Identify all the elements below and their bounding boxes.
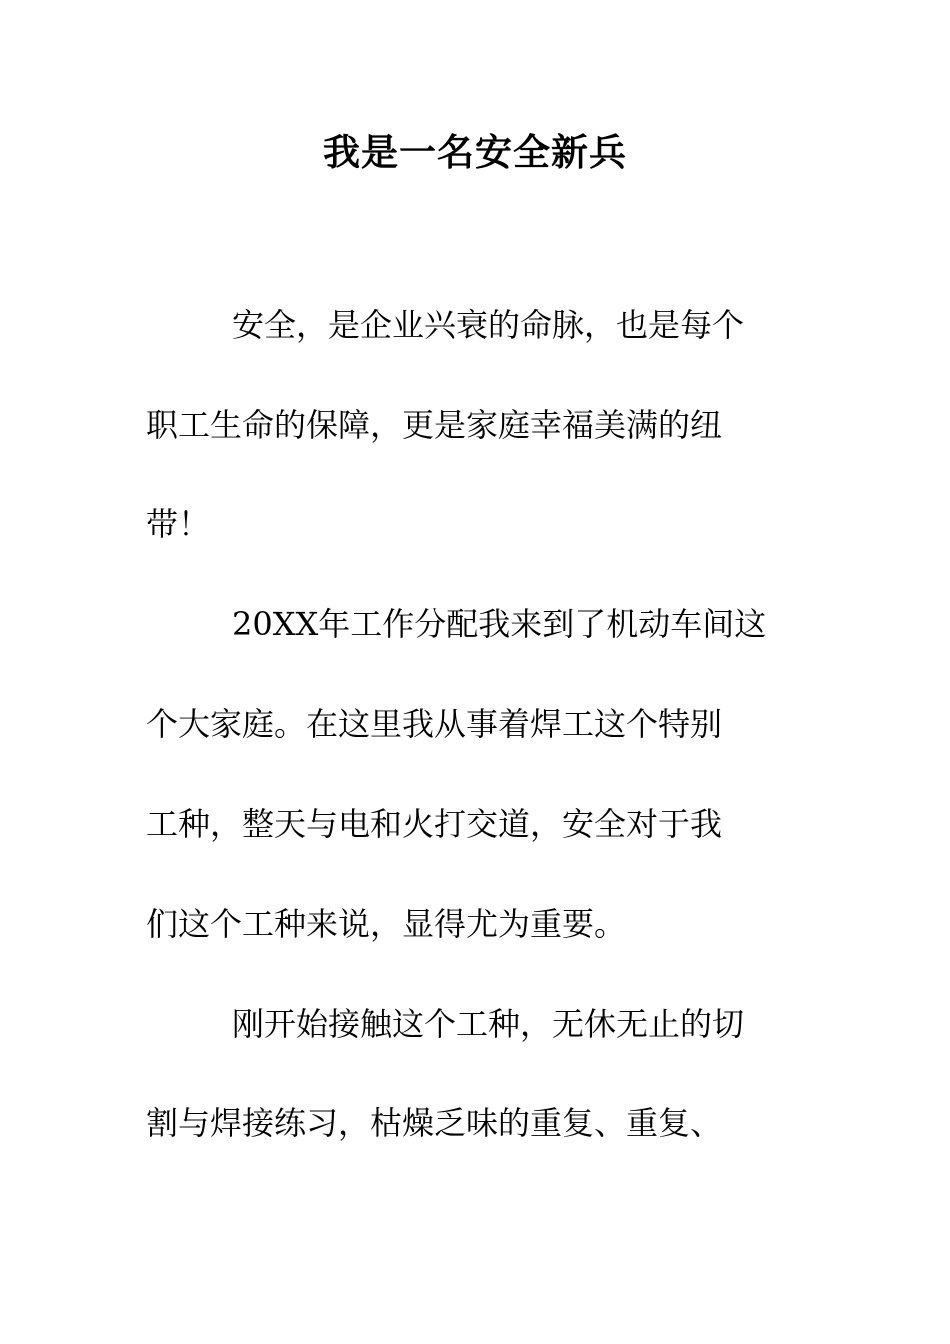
paragraph-3-line-1: 刚开始接触这个工种，无休无止的切 [232,1005,745,1043]
document-title: 我是一名安全新兵 [323,131,627,174]
paragraph-2-line-2: 个大家庭。在这里我从事着焊工这个特别 [146,705,723,743]
paragraph-1-line-3: 带！ [146,505,211,543]
paragraph-2-line-3: 工种，整天与电和火打交道，安全对于我 [146,805,723,843]
paragraph-1-line-1: 安全，是企业兴衰的命脉，也是每个 [232,306,745,344]
paragraph-1-line-2: 职工生命的保障，更是家庭幸福美满的纽 [146,406,723,444]
paragraph-3-line-2: 割与焊接练习，枯燥乏味的重复、重复、 [146,1104,723,1142]
paragraph-2-line-4: 们这个工种来说，显得尤为重要。 [146,905,627,943]
paragraph-2-line-1: 20XX年工作分配我来到了机动车间这 [232,605,767,643]
